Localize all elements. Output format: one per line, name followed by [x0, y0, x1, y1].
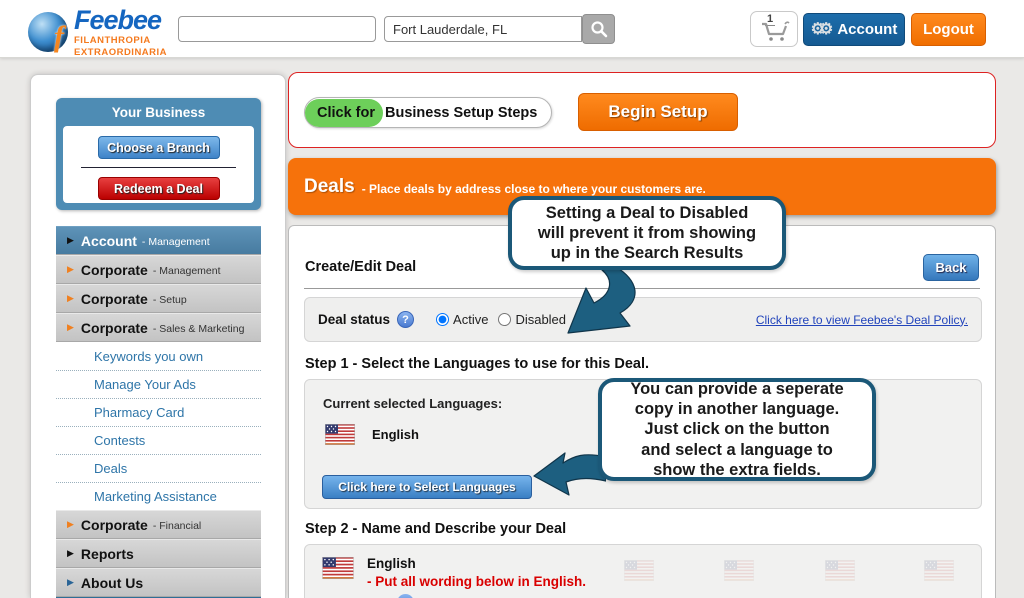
tooltip-line: copy in another language.: [634, 400, 840, 419]
pill-highlight: Click for: [305, 99, 383, 127]
triangle-icon: ▶: [67, 293, 74, 303]
sidebar-item-corporate-financial[interactable]: [56, 510, 261, 539]
sidebar-menu: [56, 226, 261, 598]
disabled-radio[interactable]: [498, 313, 511, 326]
tooltip-line: and select a language to: [641, 440, 833, 459]
menu-label: Corporate: [80, 290, 148, 307]
status-radio-active[interactable]: [436, 312, 488, 327]
account-button-label: Account: [837, 21, 898, 38]
logout-button[interactable]: [911, 13, 986, 46]
step2-heading: Step 2 - Name and Describe your Deal: [305, 521, 567, 537]
active-radio-label: Active: [453, 312, 489, 327]
menu-detail: - Management: [152, 264, 221, 277]
menu-detail: - Financial: [152, 519, 202, 532]
sidebar-item-reports[interactable]: [56, 539, 261, 568]
tooltip-line: You can provide a seperate: [630, 379, 844, 398]
tooltip-disabled-deal: [508, 196, 786, 270]
account-button[interactable]: [803, 13, 905, 46]
sidebar-item-corporate-sales-marketing[interactable]: [56, 313, 261, 342]
menu-detail: - Management: [141, 235, 210, 248]
help-icon[interactable]: ?: [397, 311, 414, 328]
card-title: Create/Edit Deal: [305, 259, 417, 275]
logout-button-label: Logout: [923, 21, 974, 38]
selected-language: English: [372, 427, 419, 442]
sidebar-link-contests[interactable]: Contests: [56, 426, 261, 454]
tooltip-line: show the extra fields.: [653, 460, 821, 479]
menu-label: Account: [80, 232, 137, 249]
sidebar-item-about-us[interactable]: [56, 568, 261, 597]
brand-logo: [28, 7, 167, 57]
magnifier-icon: [590, 20, 608, 38]
tooltip-language-copy: [598, 378, 876, 481]
sidebar-link-deals[interactable]: Deals: [56, 454, 261, 482]
globe-logo-icon: [28, 12, 68, 52]
redeem-deal-button[interactable]: Redeem a Deal: [98, 177, 220, 200]
step2-language: English: [367, 556, 416, 571]
sidebar: [30, 74, 286, 598]
brand-tagline-2: EXTRAORDINARIA: [74, 46, 168, 58]
menu-label: About Us: [80, 574, 144, 591]
menu-label: Corporate: [80, 516, 148, 533]
divider: [81, 167, 236, 168]
top-bar: [0, 0, 1024, 58]
brand-tagline-1: FILANTHROPIA: [74, 35, 151, 46]
business-setup-steps-button[interactable]: [304, 97, 552, 128]
us-flag-icon: [325, 424, 355, 445]
choose-branch-button[interactable]: Choose a Branch: [98, 136, 220, 159]
curved-arrow-left-icon: [532, 450, 606, 496]
sidebar-item-account-management[interactable]: [56, 226, 261, 255]
faded-flag-icon: [624, 560, 654, 581]
back-button[interactable]: Back: [923, 254, 979, 281]
cart-icon: [758, 21, 792, 43]
active-radio[interactable]: [436, 313, 449, 326]
begin-setup-button[interactable]: Begin Setup: [578, 93, 738, 131]
faded-flag-icon: [825, 560, 855, 581]
sidebar-link-keywords-you-own[interactable]: Keywords you own: [56, 342, 261, 370]
triangle-icon: ▶: [67, 519, 74, 529]
step1-heading: Step 1 - Select the Languages to use for this Deal.: [305, 356, 650, 372]
your-business-inner: [63, 126, 254, 203]
deal-status-label: Deal status: [318, 312, 391, 327]
sidebar-link-manage-your-ads[interactable]: Manage Your Ads: [56, 370, 261, 398]
triangle-icon: ▶: [67, 322, 74, 332]
step2-language-note: - Put all wording below in English.: [367, 574, 586, 589]
faded-flag-icon: [724, 560, 754, 581]
location-search-input[interactable]: [384, 16, 582, 42]
curved-arrow-down-left-icon: [550, 266, 645, 336]
faded-flag-icon: [924, 560, 954, 581]
search-button[interactable]: [582, 14, 615, 44]
menu-detail: - Sales & Marketing: [152, 322, 245, 335]
brand-name: Feebee: [74, 5, 162, 35]
cart-button[interactable]: [750, 11, 798, 47]
sidebar-item-corporate-setup[interactable]: [56, 284, 261, 313]
menu-label: Corporate: [80, 319, 148, 336]
menu-label: Reports: [80, 545, 134, 562]
your-business-title: Your Business: [111, 105, 206, 120]
deals-banner-title: Deals: [304, 175, 355, 197]
triangle-icon: ▶: [67, 235, 74, 245]
tooltip-line: Just click on the button: [644, 420, 830, 439]
tooltip-line: up in the Search Results: [550, 244, 744, 263]
business-setup-box: [288, 72, 996, 148]
pill-rest: Business Setup Steps: [385, 104, 538, 121]
help-icon[interactable]: [397, 594, 414, 598]
select-languages-button[interactable]: Click here to Select Languages: [322, 475, 532, 499]
your-business-panel: [56, 98, 261, 210]
sidebar-link-pharmacy-card[interactable]: Pharmacy Card: [56, 398, 261, 426]
sidebar-item-corporate-management[interactable]: [56, 255, 261, 284]
keyword-search-input[interactable]: [178, 16, 376, 42]
menu-detail: - Setup: [152, 293, 187, 306]
cart-count-badge: 1: [767, 13, 774, 25]
deal-policy-link[interactable]: Click here to view Feebee's Deal Policy.: [755, 312, 968, 327]
gears-icon: ⚙⚙: [810, 20, 828, 38]
tooltip-line: will prevent it from showing: [537, 223, 757, 242]
triangle-icon: ▶: [67, 577, 74, 587]
deals-banner-subtitle: - Place deals by address close to where your customers are.: [361, 181, 706, 196]
menu-label: Corporate: [80, 261, 148, 278]
triangle-icon: ▶: [67, 264, 74, 274]
disabled-radio-label: Disabled: [515, 312, 567, 327]
triangle-icon: ▶: [67, 548, 74, 558]
step2-box: [304, 544, 982, 598]
sidebar-link-marketing-assistance[interactable]: Marketing Assistance: [56, 482, 261, 510]
us-flag-icon: [322, 557, 354, 579]
current-languages-label: Current selected Languages:: [323, 396, 503, 411]
tooltip-line: Setting a Deal to Disabled: [545, 203, 749, 222]
